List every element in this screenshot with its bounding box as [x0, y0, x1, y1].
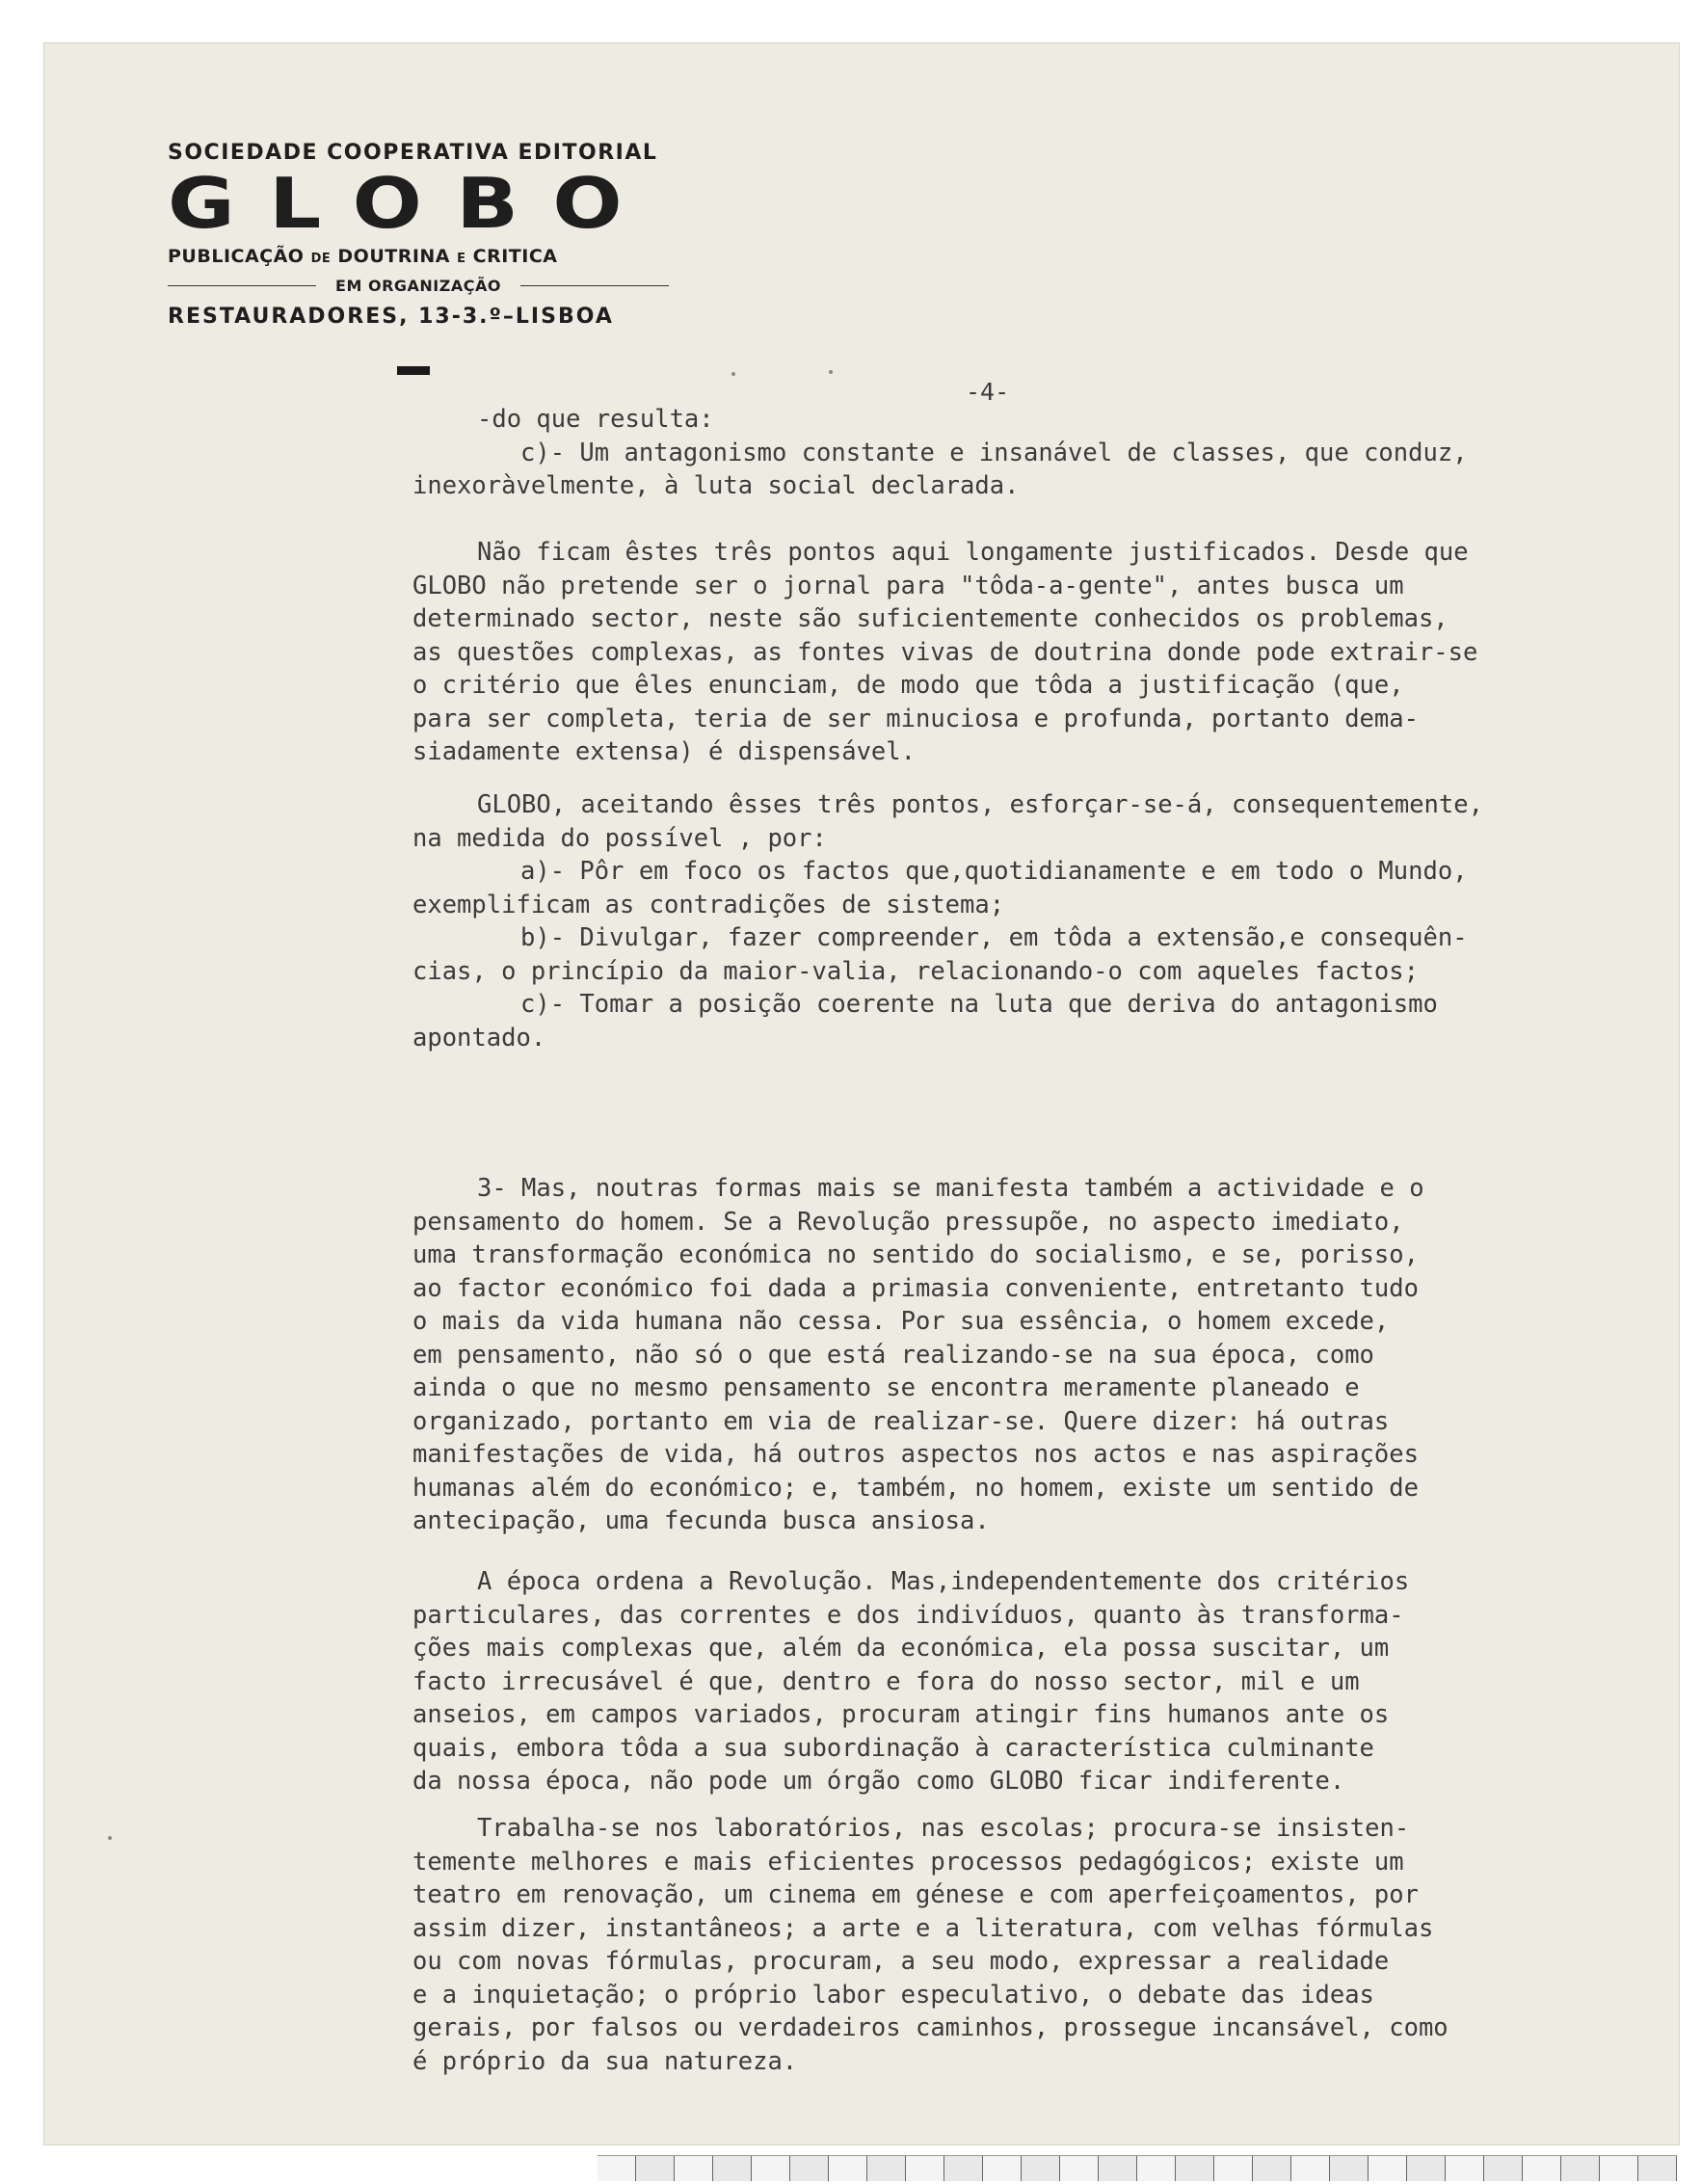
paper-speck: [731, 372, 735, 376]
letterhead-status-row: [168, 277, 669, 295]
text-line: ou com novas fórmulas, procuram, a seu modo, expressar a realidade: [412, 1947, 1390, 1976]
scale-ruler: [598, 2155, 1677, 2181]
text-line: temente melhores e mais eficientes processos pedagógicos; existe um: [412, 1847, 1404, 1877]
text-line: c)- Tomar a posição coerente na luta que deriva do antagonismo: [520, 990, 1438, 1019]
letterhead-society: SOCIEDADE COOPERATIVA EDITORIAL: [168, 141, 658, 165]
text-line: Não ficam êstes três pontos aqui longamente justificados. Desde que: [477, 538, 1469, 567]
ink-mark: [397, 366, 430, 375]
text-line: quais, embora tôda a sua subordinação à característica culminante: [412, 1733, 1374, 1763]
text-line: determinado sector, neste são suficientemente conhecidos os problemas,: [412, 604, 1449, 633]
paragraph: [412, 536, 1656, 769]
letterhead-address: RESTAURADORES, 13-3.º–LISBOA: [168, 305, 614, 329]
pub-word-doutrina: DOUTRINA: [337, 246, 451, 267]
text-line: para ser completa, teria de ser minuciosa e profunda, portanto dema-: [412, 704, 1419, 733]
text-line: exemplificam as contradições de sistema;: [412, 890, 1005, 919]
text-line: uma transformação económica no sentido do socialismo, e se, porisso,: [412, 1240, 1419, 1269]
letterhead-status: EM ORGANIZAÇÃO: [335, 277, 501, 295]
paragraph: [412, 1812, 1656, 2078]
text-line: o mais da vida humana não cessa. Por sua essência, o homem excede,: [412, 1307, 1390, 1336]
paragraph: [412, 1172, 1656, 1538]
text-line: cias, o princípio da maior-valia, relacionando-o com aqueles factos;: [412, 956, 1419, 986]
text-line: e a inquietação; o próprio labor especulativo, o debate das ideas: [412, 1980, 1374, 2010]
text-line: 3- Mas, noutras formas mais se manifesta também a actividade e o: [477, 1174, 1424, 1203]
text-line: A época ordena a Revolução. Mas,independentemente dos critérios: [477, 1567, 1410, 1596]
text-line: inexoràvelmente, à luta social declarada.: [412, 471, 1020, 500]
divider: [168, 285, 316, 286]
text-line: as questões complexas, as fontes vivas de doutrina donde pode extrair-se: [412, 637, 1478, 667]
text-line: siadamente extensa) é dispensável.: [412, 737, 916, 766]
letterhead-publication: [168, 246, 669, 267]
text-line: apontado.: [412, 1023, 546, 1052]
paragraph: [412, 403, 1656, 503]
pub-word-de: DE: [310, 252, 332, 266]
text-line: em pensamento, não só o que está realizando-se na sua época, como: [412, 1340, 1374, 1370]
text-line: ainda o que no mesmo pensamento se encontra meramente planeado e: [412, 1373, 1360, 1402]
text-line: pensamento do homem. Se a Revolução pressupõe, no aspecto imediato,: [412, 1207, 1404, 1237]
paper-speck: [108, 1836, 112, 1840]
text-line: ções mais complexas que, além da económica, ela possa suscitar, um: [412, 1634, 1390, 1663]
paragraph: [412, 788, 1656, 1054]
text-line: Trabalha-se nos laboratórios, nas escolas; procura-se insisten-: [477, 1814, 1410, 1843]
text-line: o critério que êles enunciam, de modo que tôda a justificação (que,: [412, 671, 1404, 700]
text-line: GLOBO não pretende ser o jornal para "tôda-a-gente", antes busca um: [412, 571, 1404, 600]
divider: [520, 285, 669, 286]
text-line: antecipação, uma fecunda busca ansiosa.: [412, 1506, 990, 1535]
text-line: c)- Um antagonismo constante e insanável de classes, que conduz,: [520, 438, 1468, 467]
page-number: -4-: [966, 378, 1010, 406]
text-line: organizado, portanto em via de realizar-se. Quere dizer: há outras: [412, 1406, 1390, 1436]
text-line: gerais, por falsos ou verdadeiros caminhos, prossegue incansável, como: [412, 2013, 1449, 2042]
paragraph: [412, 1565, 1656, 1798]
text-line: GLOBO, aceitando êsses três pontos, esforçar-se-á, consequentemente,: [477, 790, 1483, 819]
text-line: da nossa época, não pode um órgão como GLOBO ficar indiferente.: [412, 1767, 1345, 1796]
text-line: teatro em renovação, um cinema em génese e com aperfeiçoamentos, por: [412, 1880, 1419, 1909]
text-line: manifestações de vida, há outros aspectos nos actos e nas aspirações: [412, 1440, 1419, 1469]
text-line: facto irrecusável é que, dentro e fora do nosso sector, mil e um: [412, 1666, 1360, 1696]
text-line: a)- Pôr em foco os factos que,quotidianamente e em todo o Mundo,: [520, 857, 1468, 886]
text-line: assim dizer, instantâneos; a arte e a literatura, com velhas fórmulas: [412, 1913, 1434, 1943]
text-line: -do que resulta:: [477, 405, 714, 434]
text-line: anseios, em campos variados, procuram atingir fins humanos ante os: [412, 1700, 1390, 1729]
pub-word-critica: CRITICA: [472, 246, 558, 267]
paper-speck: [829, 370, 833, 374]
pub-word-e: E: [457, 252, 466, 266]
letterhead: [168, 141, 669, 329]
text-line: é próprio da sua natureza.: [412, 2046, 798, 2076]
text-line: b)- Divulgar, fazer compreender, em tôda a extensão,e consequên-: [520, 923, 1468, 952]
text-line: humanas além do económico; e, também, no homem, existe um sentido de: [412, 1473, 1419, 1503]
letterhead-title: GLOBO: [168, 163, 657, 244]
text-line: particulares, das correntes e dos indivíduos, quanto às transforma-: [412, 1600, 1404, 1630]
text-line: na medida do possível , por:: [412, 823, 827, 853]
text-line: ao factor económico foi dada a primasia conveniente, entretanto tudo: [412, 1273, 1419, 1303]
pub-word-publicacao: PUBLICAÇÃO: [168, 246, 305, 267]
